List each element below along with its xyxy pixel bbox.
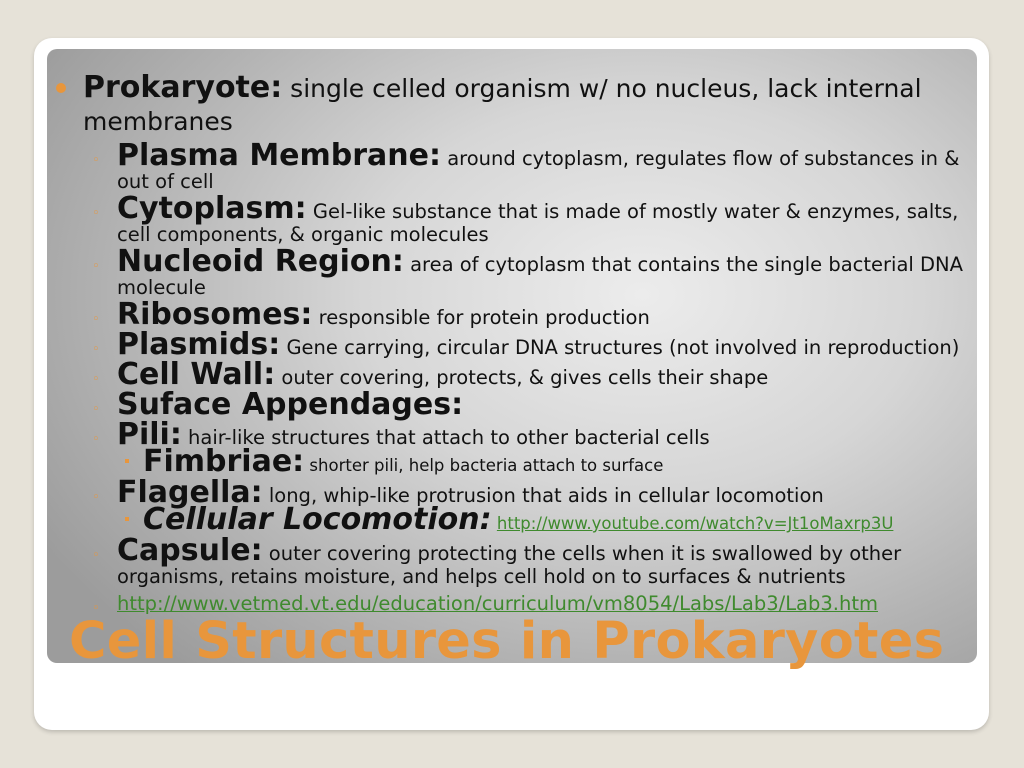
list-item-surface-appendages bbox=[92, 387, 977, 422]
item-term: Nucleoid Region: bbox=[117, 244, 404, 279]
ring-bullet-icon: ◦ bbox=[92, 312, 100, 327]
orange-bullet-icon bbox=[56, 83, 66, 93]
list-item-pili bbox=[92, 417, 977, 479]
ring-bullet-icon: ◦ bbox=[92, 259, 100, 274]
list-item-plasmids bbox=[92, 327, 977, 362]
item-text: outer covering, protects, & gives cells their shape bbox=[275, 366, 769, 389]
ring-bullet-icon: ◦ bbox=[92, 490, 100, 505]
item-text: shorter pili, help bacteria attach to surface bbox=[304, 456, 664, 475]
list-item-plasma-membrane bbox=[92, 138, 977, 193]
item-term: Capsule: bbox=[117, 533, 263, 568]
sub-sub-bullet-list bbox=[117, 444, 977, 479]
ring-bullet-icon: ◦ bbox=[92, 206, 100, 221]
item-term: Cellular Locomotion: bbox=[143, 502, 492, 537]
ring-bullet-icon: ◦ bbox=[92, 432, 100, 447]
list-item-flagella bbox=[92, 475, 977, 537]
item-term: Plasma Membrane: bbox=[117, 138, 441, 173]
prokaryote-term: Prokaryote: bbox=[83, 70, 283, 105]
item-term: Plasmids: bbox=[117, 327, 281, 362]
item-text: long, whip-like protrusion that aids in cellular locomotion bbox=[262, 484, 824, 507]
ring-bullet-icon: ◦ bbox=[92, 342, 100, 357]
square-bullet-icon bbox=[125, 459, 129, 463]
slide-title: Cell Structures in Prokaryotes bbox=[69, 612, 945, 671]
prokaryote-definition: single celled organism w/ no nucleus, lack internal membranes bbox=[83, 74, 922, 136]
list-item-ribosomes bbox=[92, 297, 977, 332]
item-text: outer covering protecting the cells when it is swallowed by other organisms, retains moisture, and helps cell hold on to surfaces & nutrients bbox=[117, 542, 902, 588]
item-text: area of cytoplasm that contains the single bacterial DNA molecule bbox=[117, 253, 963, 299]
item-term: Fimbriae: bbox=[143, 444, 305, 479]
ring-bullet-icon: ◦ bbox=[92, 548, 100, 563]
item-text: Gene carrying, circular DNA structures (not involved in reproduction) bbox=[280, 336, 960, 359]
ring-bullet-icon: ◦ bbox=[92, 402, 100, 417]
ring-bullet-icon: ◦ bbox=[92, 601, 100, 616]
item-term: Pili: bbox=[117, 417, 182, 452]
prokaryote-bullet bbox=[83, 70, 963, 616]
list-item-capsule bbox=[92, 533, 977, 588]
list-item-cell-wall bbox=[92, 357, 977, 392]
list-item-cytoplasm bbox=[92, 191, 977, 246]
sub-sub-bullet-list bbox=[117, 502, 977, 537]
youtube-link[interactable]: http://www.youtube.com/watch?v=Jt1oMaxrp3U bbox=[496, 514, 894, 533]
vetmed-link[interactable]: http://www.vetmed.vt.edu/education/curriculum/vm8054/Labs/Lab3/Lab3.htm bbox=[117, 592, 878, 615]
item-term: Cell Wall: bbox=[117, 357, 276, 392]
list-item-nucleoid-region bbox=[92, 244, 977, 299]
list-item-fimbriae bbox=[143, 444, 977, 479]
square-bullet-icon bbox=[125, 517, 129, 521]
item-text: hair-like structures that attach to other bacterial cells bbox=[181, 426, 710, 449]
item-text: Gel-like substance that is made of mostly water & enzymes, salts, cell components, & organic molecules bbox=[117, 200, 959, 246]
item-text: responsible for protein production bbox=[312, 306, 650, 329]
item-term: Ribosomes: bbox=[117, 297, 313, 332]
list-item-cellular-locomotion bbox=[143, 502, 977, 537]
item-term: Suface Appendages: bbox=[117, 387, 464, 422]
content-panel bbox=[47, 49, 977, 663]
ring-bullet-icon: ◦ bbox=[92, 372, 100, 387]
item-text: around cytoplasm, regulates flow of substances in & out of cell bbox=[117, 147, 960, 193]
item-term: Cytoplasm: bbox=[117, 191, 307, 226]
ring-bullet-icon: ◦ bbox=[92, 153, 100, 168]
item-term: Flagella: bbox=[117, 475, 263, 510]
bullet-list bbox=[47, 49, 977, 619]
sub-bullet-list bbox=[83, 138, 963, 616]
